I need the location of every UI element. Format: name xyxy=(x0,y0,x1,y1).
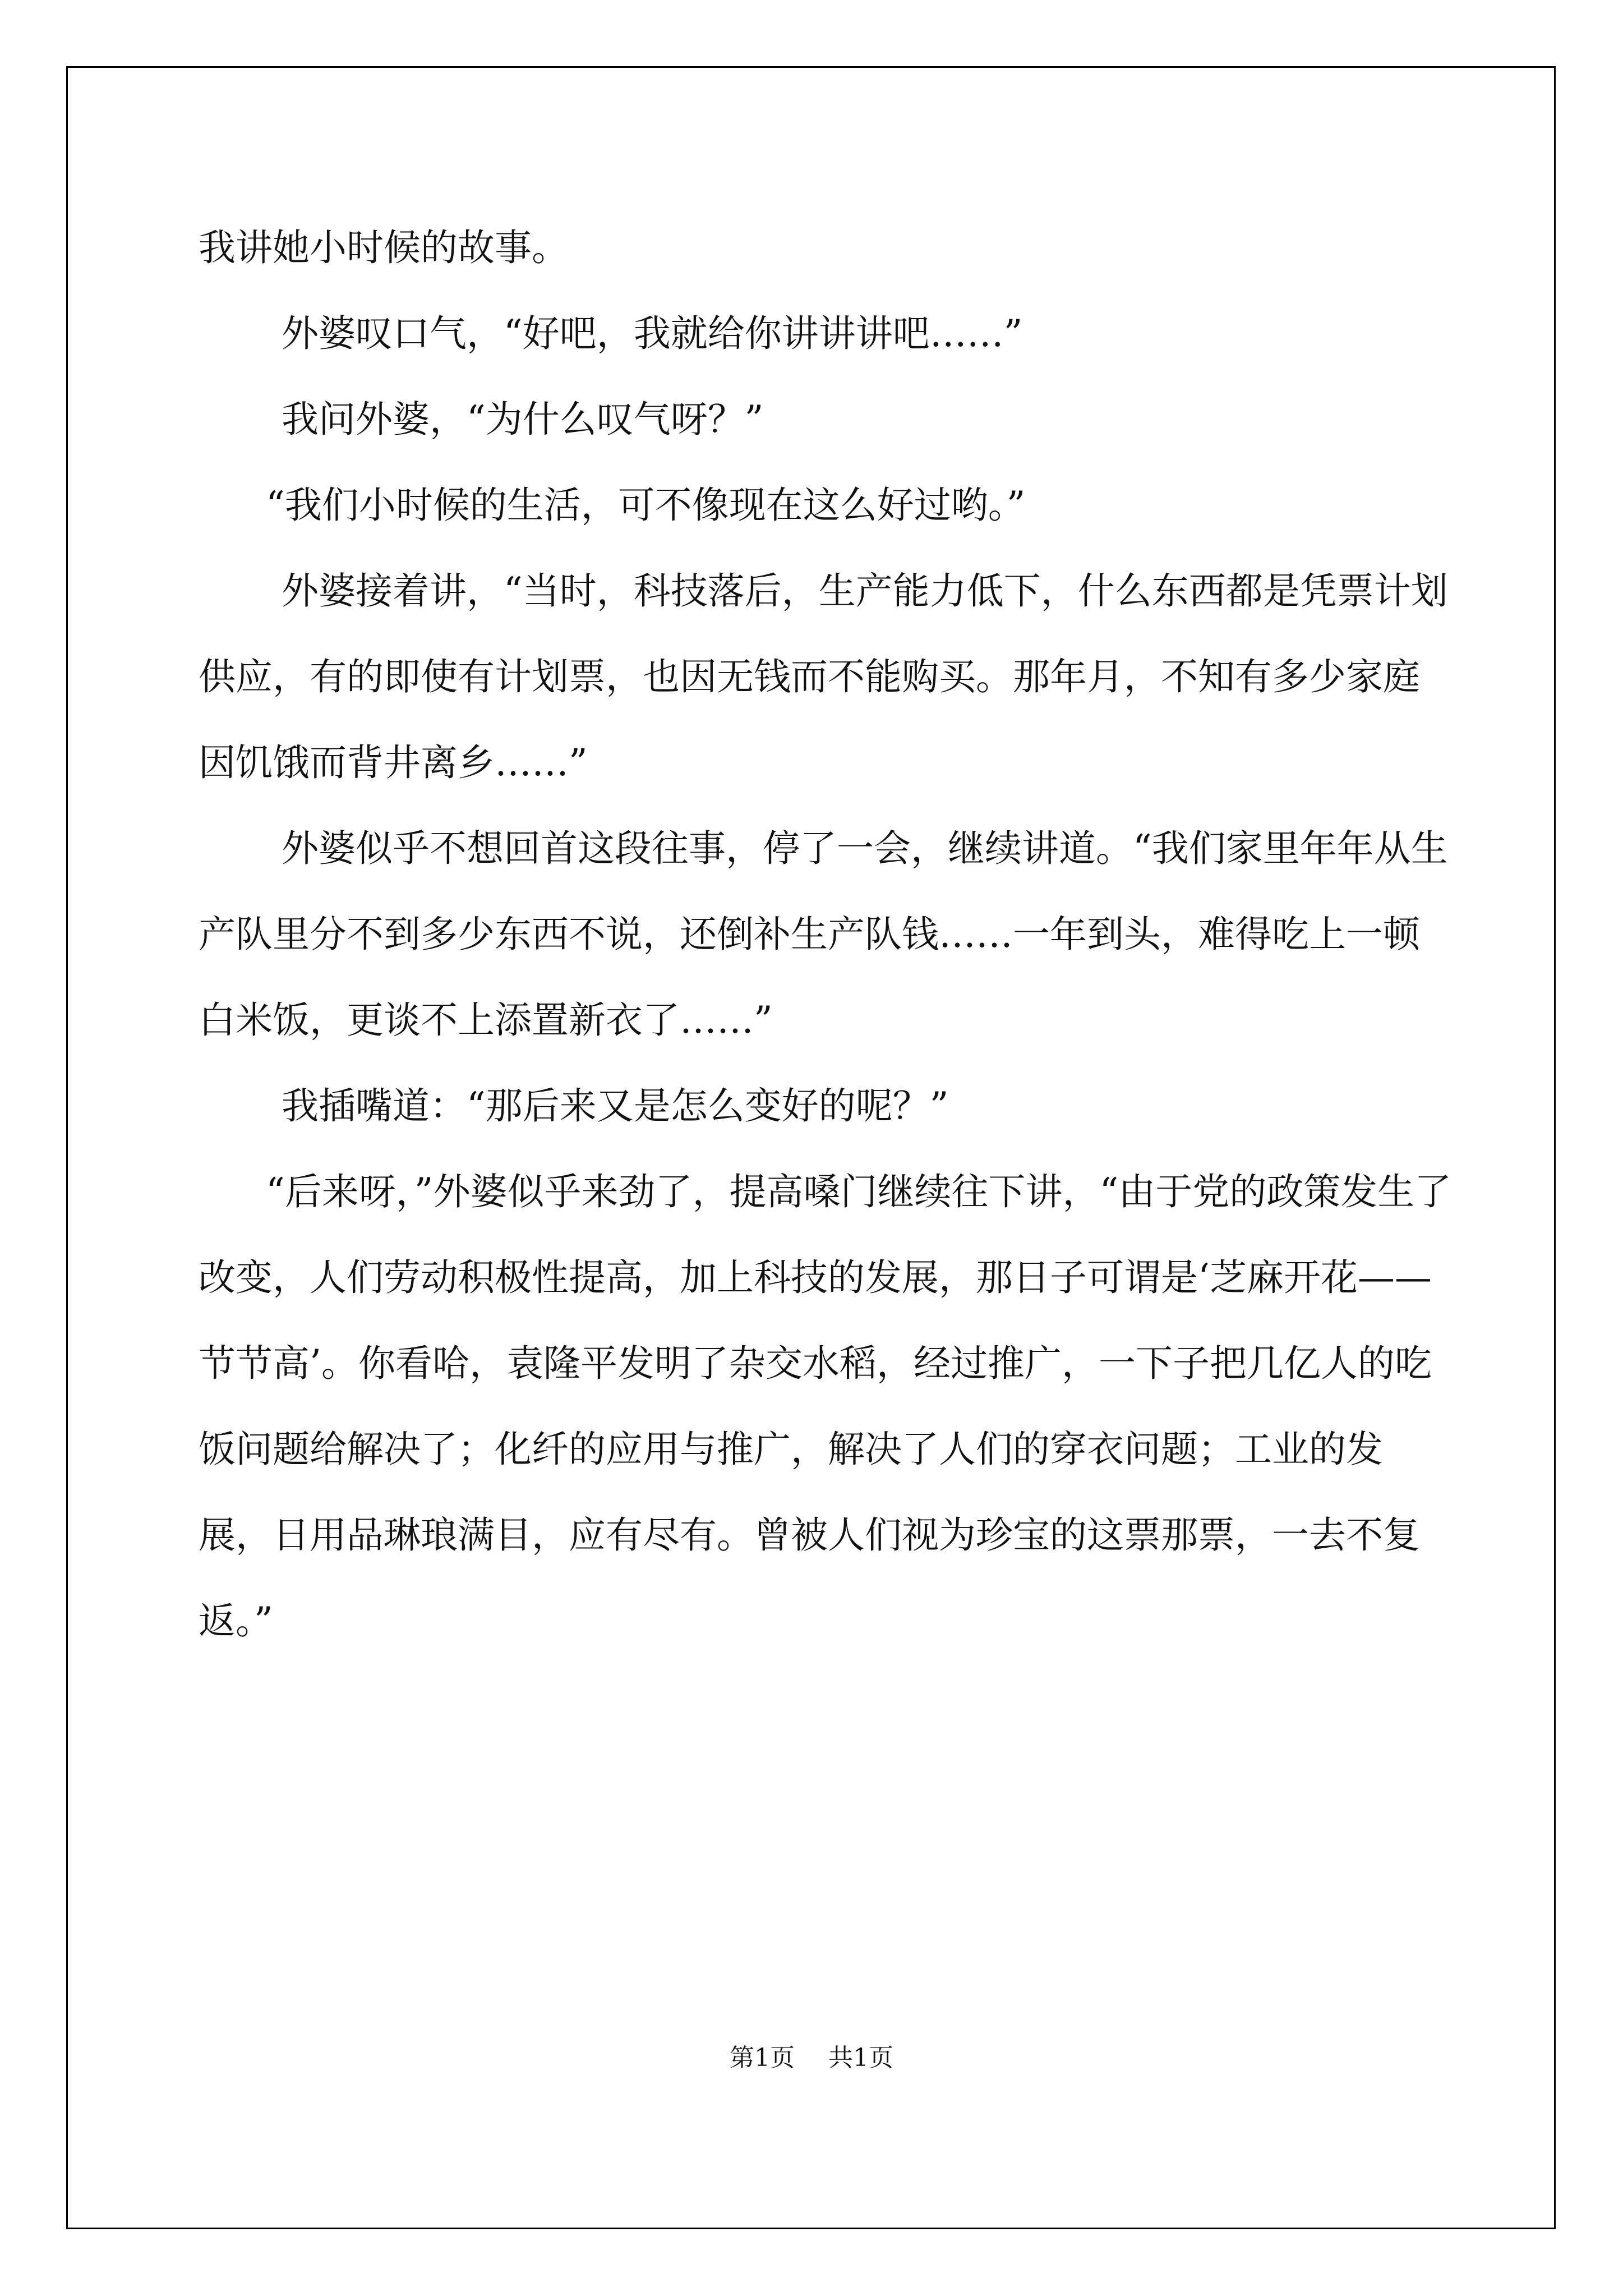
page-footer xyxy=(0,2037,1623,2073)
paragraph-1: 我讲她小时候的故事。 xyxy=(199,226,569,269)
paragraph-5: 外婆接着讲，“当时，科技落后，生产能力低下，什么东西都是凭票计划供应，有的即使有计划票，也因无钱而不能购买。那年月，不知有多少家庭因饥饿而背井离乡……” xyxy=(199,569,1448,784)
paragraph-4: “我们小时候的生活，可不像现在这么好过哟。” xyxy=(266,484,1026,527)
paragraph-2: 外婆叹口气，“好吧，我就给你讲讲讲吧……” xyxy=(282,312,1023,355)
page-number: 第1页 xyxy=(730,2044,795,2072)
paragraph-6: 外婆似乎不想回首这段往事，停了一会，继续讲道。“我们家里年年从生产队里分不到多少东西不说，还倒补生产队钱……一年到头，难得吃上一顿白米饭，更谈不上添置新衣了……” xyxy=(199,827,1448,1042)
document-body xyxy=(199,205,1455,1664)
paragraph-8: “后来呀，”外婆似乎来劲了，提高嗓门继续往下讲，“由于党的政策发生了改变，人们劳动积极性提高，加上科技的发展，那日子可谓是‘芝麻开花——节节高’。你看哈，袁隆平发明了杂交水稻，经过推广，一下子把几亿人的吃饭问题给解决了；化纤的应用与推广，解决了人们的穿衣问题；工业的发展，日用品琳琅满目，应有尽有。曾被人们视为珍宝的这票那票，一去不复返。” xyxy=(199,1170,1452,1642)
paragraph-7: 我插嘴道：“那后来又是怎么变好的呢？” xyxy=(282,1084,949,1128)
paragraph-3: 我问外婆，“为什么叹气呀？” xyxy=(282,398,764,441)
page-total: 共1页 xyxy=(828,2044,893,2072)
